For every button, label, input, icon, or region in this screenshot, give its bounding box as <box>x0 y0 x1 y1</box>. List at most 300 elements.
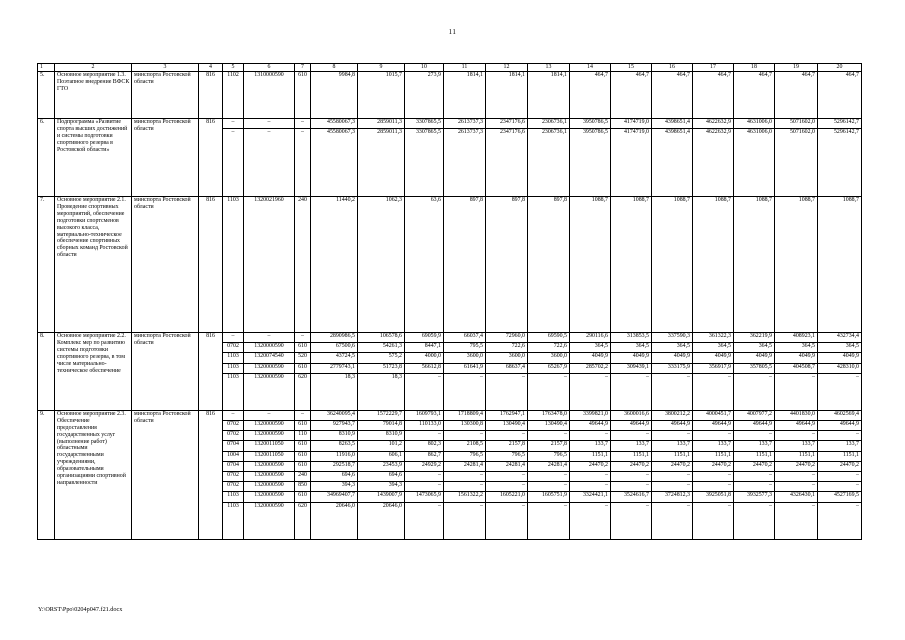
amount-cell: 2859011,3 <box>358 119 405 129</box>
amount-cell: – <box>405 373 444 410</box>
amount-cell: – <box>775 431 818 441</box>
vr-code: – <box>295 119 311 129</box>
vr-code: 610 <box>295 363 311 373</box>
vr-code: 520 <box>295 353 311 363</box>
csr-code: 1320000590 <box>244 461 295 471</box>
amount-cell: 72960,0 <box>486 332 528 342</box>
amount-cell: 796,5 <box>528 451 570 461</box>
amount-cell: 24281,4 <box>486 461 528 471</box>
amount-cell: 364,5 <box>652 343 693 353</box>
vr-code: – <box>295 332 311 342</box>
amount-cell: 56612,8 <box>405 363 444 373</box>
rzpr-code: 1103 <box>223 196 244 332</box>
vr-code: 610 <box>295 343 311 353</box>
amount-cell: 333175,9 <box>652 363 693 373</box>
amount-cell: – <box>734 431 775 441</box>
amount-cell: 68637,4 <box>486 363 528 373</box>
amount-cell: – <box>818 482 862 492</box>
amount-cell: 4631006,0 <box>734 119 775 129</box>
amount-cell: 722,6 <box>528 343 570 353</box>
amount-cell: – <box>444 472 486 482</box>
amount-cell: 4049,9 <box>570 353 611 363</box>
csr-code: 1320011050 <box>244 451 295 461</box>
rzpr-code: – <box>223 410 244 420</box>
amount-cell: – <box>611 502 652 539</box>
csr-code: – <box>244 129 295 197</box>
amount-cell: 1814,1 <box>486 72 528 119</box>
amount-cell: 8263,5 <box>311 441 358 451</box>
grbs-code: 816 <box>199 332 223 410</box>
amount-cell: – <box>486 482 528 492</box>
amount-cell: 1088,7 <box>734 196 775 332</box>
vr-code: 610 <box>295 451 311 461</box>
amount-cell: – <box>570 502 611 539</box>
amount-cell: 24470,2 <box>818 461 862 471</box>
table-row <box>38 196 862 332</box>
amount-cell: 4398651,4 <box>652 119 693 129</box>
amount-cell: – <box>405 502 444 539</box>
amount-cell: – <box>611 472 652 482</box>
amount-cell: 1062,3 <box>358 196 405 332</box>
amount-cell: 18,3 <box>358 373 405 410</box>
amount-cell: – <box>693 502 734 539</box>
amount-cell: 24470,2 <box>611 461 652 471</box>
amount-cell: 3724812,3 <box>652 492 693 502</box>
amount-cell: 464,7 <box>775 72 818 119</box>
column-header-17: 17 <box>693 64 734 72</box>
amount-cell: 23453,9 <box>358 461 405 471</box>
vr-code: 610 <box>295 441 311 451</box>
amount-cell: 24281,4 <box>528 461 570 471</box>
amount-cell: – <box>818 373 862 410</box>
amount-cell: – <box>775 373 818 410</box>
amount-cell: 362219,9 <box>734 332 775 342</box>
column-header-7: 7 <box>295 64 311 72</box>
amount-cell: 69590,5 <box>528 332 570 342</box>
column-header-16: 16 <box>652 64 693 72</box>
column-header-19: 19 <box>775 64 818 72</box>
rzpr-code: 0702 <box>223 431 244 441</box>
amount-cell: 4174719,0 <box>611 119 652 129</box>
amount-cell: 11440,2 <box>311 196 358 332</box>
amount-cell: 9984,8 <box>311 72 358 119</box>
amount-cell: 3950786,5 <box>570 129 611 197</box>
amount-cell: 45580067,3 <box>311 119 358 129</box>
amount-cell: – <box>570 373 611 410</box>
amount-cell: 4527169,5 <box>818 492 862 502</box>
amount-cell: 1088,7 <box>570 196 611 332</box>
amount-cell: 79014,8 <box>358 421 405 431</box>
amount-cell: 43724,5 <box>311 353 358 363</box>
amount-cell: 1572229,7 <box>358 410 405 420</box>
amount-cell: 3307865,5 <box>405 119 444 129</box>
amount-cell: 11916,0 <box>311 451 358 461</box>
amount-cell: – <box>528 482 570 492</box>
amount-cell: 273,9 <box>405 72 444 119</box>
amount-cell: 1088,7 <box>652 196 693 332</box>
amount-cell: 133,7 <box>652 441 693 451</box>
amount-cell: 464,7 <box>734 72 775 119</box>
amount-cell: 802,3 <box>405 441 444 451</box>
rzpr-code: 0702 <box>223 421 244 431</box>
amount-cell: 285702,2 <box>570 363 611 373</box>
amount-cell: 5071602,0 <box>775 129 818 197</box>
amount-cell: – <box>652 472 693 482</box>
amount-cell: 61641,9 <box>444 363 486 373</box>
amount-cell: – <box>775 502 818 539</box>
vr-code: 240 <box>295 196 311 332</box>
amount-cell: 1762947,1 <box>486 410 528 420</box>
csr-code: 1310000590 <box>244 72 295 119</box>
amount-cell: 364,5 <box>693 343 734 353</box>
column-header-11: 11 <box>444 64 486 72</box>
amount-cell: 49644,9 <box>693 421 734 431</box>
amount-cell: 20646,0 <box>358 502 405 539</box>
amount-cell: 4049,9 <box>693 353 734 363</box>
amount-cell: 49644,9 <box>652 421 693 431</box>
amount-cell: 927943,7 <box>311 421 358 431</box>
amount-cell: 130300,8 <box>444 421 486 431</box>
amount-cell: 3932577,3 <box>734 492 775 502</box>
csr-code: 1320074540 <box>244 353 295 363</box>
amount-cell: 361322,3 <box>693 332 734 342</box>
amount-cell: 897,8 <box>486 196 528 332</box>
vr-code: – <box>295 410 311 420</box>
amount-cell: 1088,7 <box>818 196 862 332</box>
amount-cell: 313853,5 <box>611 332 652 342</box>
event-name: Основное мероприятие 2.3. Обеспечение предоставления государственных услуг (выполнение работ) областными государственными учреждениями, образовательными организациями спортивной направленности <box>55 410 132 539</box>
rzpr-code: – <box>223 332 244 342</box>
amount-cell: 34969407,7 <box>311 492 358 502</box>
rzpr-code: 1103 <box>223 492 244 502</box>
amount-cell: – <box>734 482 775 492</box>
amount-cell: 408923,1 <box>775 332 818 342</box>
amount-cell: 36240095,4 <box>311 410 358 420</box>
amount-cell: 3399821,0 <box>570 410 611 420</box>
csr-code: 1320000590 <box>244 431 295 441</box>
table-row <box>38 332 862 342</box>
amount-cell: 2157,8 <box>528 441 570 451</box>
grbs-code: 816 <box>199 72 223 119</box>
amount-cell: – <box>528 502 570 539</box>
amount-cell: – <box>444 373 486 410</box>
amount-cell: 45580067,3 <box>311 129 358 197</box>
amount-cell: – <box>486 472 528 482</box>
amount-cell: 1151,1 <box>611 451 652 461</box>
amount-cell: – <box>405 482 444 492</box>
amount-cell: 1151,1 <box>734 451 775 461</box>
amount-cell: 2157,8 <box>486 441 528 451</box>
event-name: Основное мероприятие 2.1. Проведение спортивных мероприятий, обеспечение подготовки спортсменов высокого класса, материально-техническое обеспечение спортивных сборных команд Ростовской области <box>55 196 132 332</box>
row-number: 5. <box>38 72 55 119</box>
amount-cell: 464,7 <box>693 72 734 119</box>
amount-cell: 1151,1 <box>818 451 862 461</box>
executor: минспорта Ростовской области <box>132 72 199 119</box>
amount-cell: 69059,9 <box>405 332 444 342</box>
amount-cell: 2108,5 <box>444 441 486 451</box>
amount-cell: 394,3 <box>311 482 358 492</box>
column-header-6: 6 <box>244 64 295 72</box>
amount-cell: 1763478,0 <box>528 410 570 420</box>
csr-code: 1320000590 <box>244 363 295 373</box>
amount-cell: 5296142,7 <box>818 129 862 197</box>
amount-cell: 4049,9 <box>611 353 652 363</box>
amount-cell: 364,5 <box>611 343 652 353</box>
table-row <box>38 119 862 129</box>
amount-cell: 3324421,1 <box>570 492 611 502</box>
csr-code: 1320000590 <box>244 472 295 482</box>
amount-cell: 862,7 <box>405 451 444 461</box>
amount-cell: – <box>775 482 818 492</box>
amount-cell: 4174719,0 <box>611 129 652 197</box>
amount-cell: 66037,4 <box>444 332 486 342</box>
rzpr-code: 1103 <box>223 373 244 410</box>
amount-cell: 309439,1 <box>611 363 652 373</box>
amount-cell: – <box>693 482 734 492</box>
amount-cell: 4049,9 <box>734 353 775 363</box>
executor: минспорта Ростовской области <box>132 410 199 539</box>
amount-cell: – <box>652 431 693 441</box>
amount-cell: 4049,9 <box>652 353 693 363</box>
amount-cell: 49644,9 <box>611 421 652 431</box>
rzpr-code: – <box>223 129 244 197</box>
amount-cell: – <box>693 373 734 410</box>
amount-cell: 796,5 <box>486 451 528 461</box>
amount-cell: 3600016,6 <box>611 410 652 420</box>
amount-cell: 101,2 <box>358 441 405 451</box>
amount-cell: 694,6 <box>311 472 358 482</box>
amount-cell: 1088,7 <box>693 196 734 332</box>
amount-cell: 20646,0 <box>311 502 358 539</box>
amount-cell: 897,8 <box>444 196 486 332</box>
amount-cell: 2613737,3 <box>444 119 486 129</box>
amount-cell: 1605221,0 <box>486 492 528 502</box>
amount-cell: 24281,4 <box>444 461 486 471</box>
amount-cell: – <box>486 373 528 410</box>
amount-cell: 722,6 <box>486 343 528 353</box>
rzpr-code: 1004 <box>223 451 244 461</box>
amount-cell: 4622632,9 <box>693 129 734 197</box>
rzpr-code: 0702 <box>223 482 244 492</box>
rzpr-code: 0704 <box>223 461 244 471</box>
amount-cell: 1609793,1 <box>405 410 444 420</box>
amount-cell: – <box>818 472 862 482</box>
amount-cell: – <box>528 472 570 482</box>
amount-cell: – <box>528 431 570 441</box>
column-header-15: 15 <box>611 64 652 72</box>
rzpr-code: 0702 <box>223 343 244 353</box>
amount-cell: 364,5 <box>734 343 775 353</box>
amount-cell: 464,7 <box>570 72 611 119</box>
amount-cell: – <box>652 482 693 492</box>
amount-cell: 24470,2 <box>570 461 611 471</box>
amount-cell: 3800212,2 <box>652 410 693 420</box>
amount-cell: 2306736,1 <box>528 119 570 129</box>
csr-code: 1320000590 <box>244 421 295 431</box>
amount-cell: 133,7 <box>818 441 862 451</box>
amount-cell: 4000451,7 <box>693 410 734 420</box>
vr-code: 110 <box>295 431 311 441</box>
grbs-code: 816 <box>199 119 223 197</box>
amount-cell: 5071602,0 <box>775 119 818 129</box>
amount-cell: – <box>818 502 862 539</box>
amount-cell: 4622632,9 <box>693 119 734 129</box>
amount-cell: 49644,9 <box>734 421 775 431</box>
amount-cell: – <box>570 472 611 482</box>
amount-cell: 3600,0 <box>444 353 486 363</box>
amount-cell: – <box>775 472 818 482</box>
rzpr-code: 0702 <box>223 472 244 482</box>
amount-cell: 8447,1 <box>405 343 444 353</box>
event-name: Основное мероприятие 2.2. Комплекс мер по развитию системы подготовки спортивного резерва, в том числе материально-техническое обеспечение <box>55 332 132 410</box>
amount-cell: 464,7 <box>611 72 652 119</box>
amount-cell: 1439007,9 <box>358 492 405 502</box>
amount-cell: 133,7 <box>775 441 818 451</box>
vr-code: 610 <box>295 461 311 471</box>
csr-code: 1320000590 <box>244 502 295 539</box>
amount-cell: – <box>486 431 528 441</box>
amount-cell: 4049,9 <box>818 353 862 363</box>
amount-cell: – <box>734 472 775 482</box>
column-header-8: 8 <box>311 64 358 72</box>
amount-cell: 49644,9 <box>818 421 862 431</box>
amount-cell: – <box>693 431 734 441</box>
csr-code: 1320000590 <box>244 373 295 410</box>
vr-code: 610 <box>295 72 311 119</box>
vr-code: 620 <box>295 373 311 410</box>
amount-cell: – <box>570 431 611 441</box>
amount-cell: – <box>611 373 652 410</box>
amount-cell: – <box>444 502 486 539</box>
csr-code: 1320000590 <box>244 482 295 492</box>
column-header-13: 13 <box>528 64 570 72</box>
amount-cell: 4401830,0 <box>775 410 818 420</box>
amount-cell: 24929,2 <box>405 461 444 471</box>
rzpr-code: 1103 <box>223 353 244 363</box>
amount-cell: – <box>818 431 862 441</box>
amount-cell: 130490,4 <box>528 421 570 431</box>
amount-cell: 133,7 <box>570 441 611 451</box>
amount-cell: 49644,9 <box>570 421 611 431</box>
amount-cell: 1814,1 <box>528 72 570 119</box>
rzpr-code: 1102 <box>223 72 244 119</box>
amount-cell: 464,7 <box>652 72 693 119</box>
amount-cell: 4007977,2 <box>734 410 775 420</box>
amount-cell: 1151,1 <box>775 451 818 461</box>
grbs-code: 816 <box>199 410 223 539</box>
amount-cell: 3524616,7 <box>611 492 652 502</box>
amount-cell: 8310,9 <box>311 431 358 441</box>
amount-cell: 796,5 <box>444 451 486 461</box>
column-header-5: 5 <box>223 64 244 72</box>
amount-cell: 24470,2 <box>775 461 818 471</box>
amount-cell: 394,3 <box>358 482 405 492</box>
amount-cell: 130490,4 <box>486 421 528 431</box>
amount-cell: 8310,9 <box>358 431 405 441</box>
amount-cell: 1151,1 <box>652 451 693 461</box>
amount-cell: 4398651,4 <box>652 129 693 197</box>
column-header-14: 14 <box>570 64 611 72</box>
amount-cell: 18,3 <box>311 373 358 410</box>
column-header-2: 2 <box>55 64 132 72</box>
row-number: 8. <box>38 332 55 410</box>
amount-cell: 54261,3 <box>358 343 405 353</box>
amount-cell: 65267,9 <box>528 363 570 373</box>
amount-cell: 1151,1 <box>693 451 734 461</box>
vr-code: 620 <box>295 502 311 539</box>
amount-cell: 1015,7 <box>358 72 405 119</box>
amount-cell: – <box>611 482 652 492</box>
table-row <box>38 72 862 119</box>
amount-cell: – <box>528 373 570 410</box>
amount-cell: 290116,6 <box>570 332 611 342</box>
amount-cell: – <box>652 502 693 539</box>
amount-cell: 2347176,6 <box>486 129 528 197</box>
amount-cell: 337590,3 <box>652 332 693 342</box>
csr-code: 1320021960 <box>244 196 295 332</box>
column-header-20: 20 <box>818 64 862 72</box>
executor: минспорта Ростовской области <box>132 332 199 410</box>
amount-cell: 2779743,1 <box>311 363 358 373</box>
table-row <box>38 410 862 420</box>
column-header-18: 18 <box>734 64 775 72</box>
amount-cell: 49644,9 <box>775 421 818 431</box>
vr-code: 610 <box>295 492 311 502</box>
column-header-3: 3 <box>132 64 199 72</box>
amount-cell: 3950786,5 <box>570 119 611 129</box>
amount-cell: 133,7 <box>693 441 734 451</box>
amount-cell: 133,7 <box>734 441 775 451</box>
amount-cell: 24470,2 <box>693 461 734 471</box>
amount-cell: 4326430,1 <box>775 492 818 502</box>
amount-cell: – <box>570 482 611 492</box>
amount-cell: – <box>486 502 528 539</box>
amount-cell: 404508,7 <box>775 363 818 373</box>
event-name: Подпрограмма «Развитие спорта высших достижений и системы подготовки спортивного резерва в Ростовской области» <box>55 119 132 197</box>
amount-cell: 5296142,7 <box>818 119 862 129</box>
executor: минспорта Ростовской области <box>132 119 199 197</box>
amount-cell: – <box>444 431 486 441</box>
amount-cell: 1718809,4 <box>444 410 486 420</box>
rzpr-code: 0704 <box>223 441 244 451</box>
footer-file-path: Y:\ORST\Ppo\0204p047.f21.docx <box>38 606 123 613</box>
page-number: 11 <box>448 28 457 36</box>
grbs-code: 816 <box>199 196 223 332</box>
amount-cell: 364,5 <box>818 343 862 353</box>
amount-cell: 464,7 <box>818 72 862 119</box>
amount-cell: 51723,8 <box>358 363 405 373</box>
amount-cell: 24470,2 <box>734 461 775 471</box>
amount-cell: 292518,7 <box>311 461 358 471</box>
rzpr-code: – <box>223 119 244 129</box>
amount-cell: 133,7 <box>611 441 652 451</box>
amount-cell: – <box>405 472 444 482</box>
amount-cell: – <box>652 373 693 410</box>
amount-cell: – <box>693 472 734 482</box>
amount-cell: – <box>611 431 652 441</box>
amount-cell: 432734,4 <box>818 332 862 342</box>
csr-code: – <box>244 119 295 129</box>
amount-cell: – <box>405 431 444 441</box>
vr-code: 610 <box>295 421 311 431</box>
csr-code: – <box>244 332 295 342</box>
amount-cell: 2890986,5 <box>311 332 358 342</box>
amount-cell: 1814,1 <box>444 72 486 119</box>
amount-cell: 357805,5 <box>734 363 775 373</box>
amount-cell: 1473065,9 <box>405 492 444 502</box>
executor: минспорта Ростовской области <box>132 196 199 332</box>
amount-cell: 364,5 <box>570 343 611 353</box>
